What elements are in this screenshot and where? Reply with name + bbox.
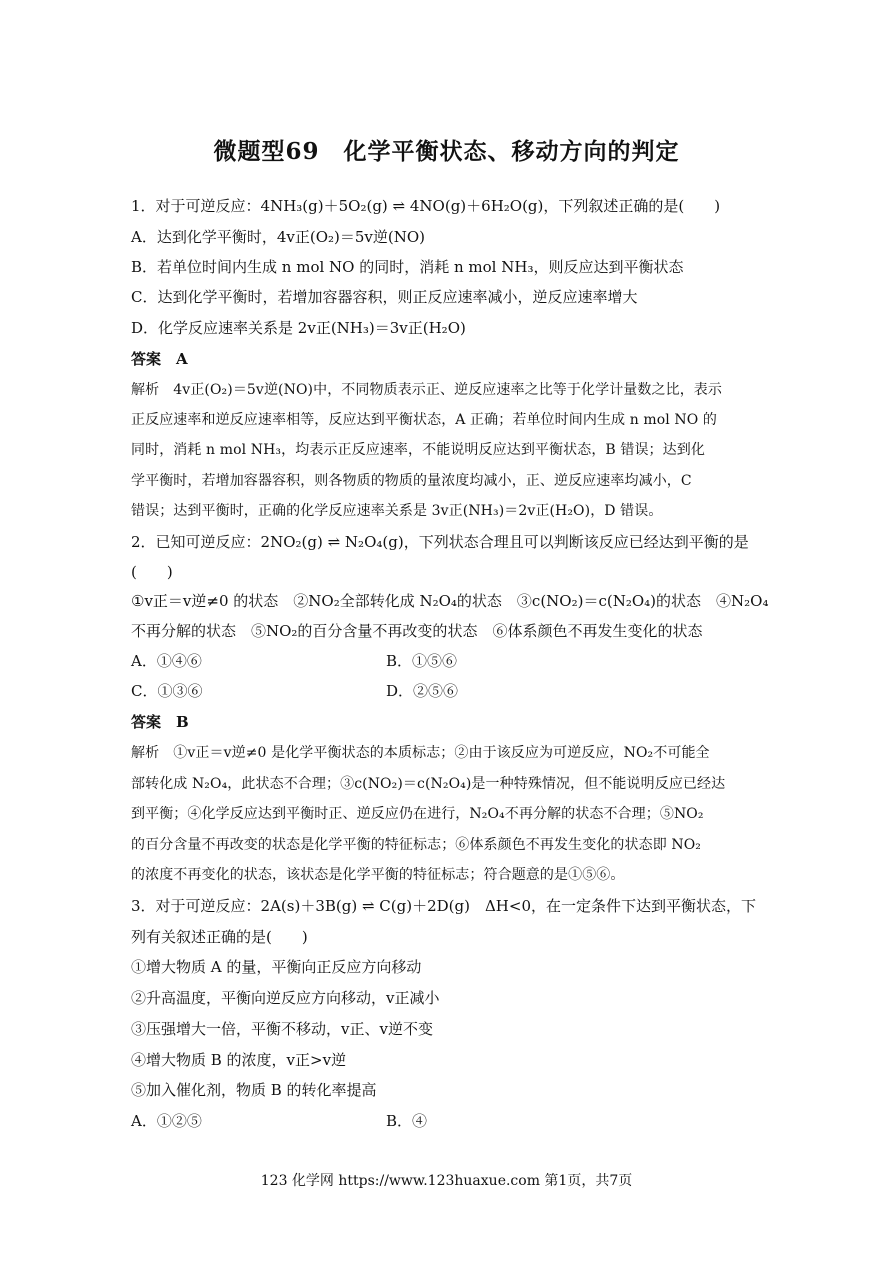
q2-analysis-line: 的浓度不再变化的状态，该状态是化学平衡的特征标志；符合题意的是①⑤⑥。 xyxy=(131,867,625,883)
q1-option-a: A．达到化学平衡时，4v正(O₂)＝5v逆(NO) xyxy=(131,228,426,246)
q1-option-c: C．达到化学平衡时，若增加容器容积，则正反应速率减小，逆反应速率增大 xyxy=(131,288,638,306)
q1-analysis-line: 正反应速率和逆反应速率相等，反应达到平衡状态，A 正确；若单位时间内生成 n mol NO 的 xyxy=(131,412,717,428)
q2-analysis-line: 部转化成 N₂O₄，此状态不合理；③c(NO₂)＝c(N₂O₄)是一种特殊情况，但不能说明反应已经达 xyxy=(131,776,726,792)
q2-option-a: A．①④⑥ xyxy=(131,652,202,670)
q2-statements: 不再分解的状态 ⑤NO₂的百分含量不再改变的状态 ⑥体系颜色不再发生变化的状态 xyxy=(131,622,703,640)
q1-option-b: B．若单位时间内生成 n mol NO 的同时，消耗 n mol NH₃，则反应达到平衡状态 xyxy=(131,258,684,276)
q2-answer: 答案 B xyxy=(131,713,189,731)
q2-option-d: D．②⑤⑥ xyxy=(386,682,459,700)
q1-stem: 1．对于可逆反应：4NH₃(g)＋5O₂(g) ⇌ 4NO(g)＋6H₂O(g)，下列叙述正确的是( ) xyxy=(131,197,721,215)
q2-option-c: C．①③⑥ xyxy=(131,682,203,700)
q1-analysis-line: 同时，消耗 n mol NH₃，均表示正反应速率，不能说明反应达到平衡状态，B 错误；达到化 xyxy=(131,442,705,458)
q2-analysis-line: 到平衡；④化学反应达到平衡时正、逆反应仍在进行，N₂O₄不再分解的状态不合理；⑤NO₂ xyxy=(131,806,704,822)
page-title: 微题型69 化学平衡状态、移动方向的判定 xyxy=(213,138,680,165)
q3-option-a: A．①②⑤ xyxy=(131,1112,202,1130)
q3-option-b: B．④ xyxy=(386,1112,428,1130)
q3-statement: ①增大物质 A 的量，平衡向正反应方向移动 xyxy=(131,958,422,976)
q1-analysis-line: 错误；达到平衡时，正确的化学反应速率关系是 3v正(NH₃)＝2v正(H₂O)，D 错误。 xyxy=(131,503,663,519)
q2-option-b: B．①⑤⑥ xyxy=(386,652,458,670)
q3-statement: ④增大物质 B 的浓度，v正>v逆 xyxy=(131,1051,347,1069)
q2-stem: 2．已知可逆反应：2NO₂(g) ⇌ N₂O₄(g)，下列状态合理且可以判断该反应已经达到平衡的是 xyxy=(131,533,749,551)
q2-stem-bracket: ( ) xyxy=(131,563,173,581)
page-footer: 123 化学网 https://www.123huaxue.com 第1页，共7页 xyxy=(260,1173,633,1189)
q3-stem: 3．对于可逆反应：2A(s)＋3B(g) ⇌ C(g)＋2D(g) ΔH<0，在一定条件下达到平衡状态，下 xyxy=(131,897,756,915)
q2-analysis-line: 解析 ①v正＝v逆≠0 是化学平衡状态的本质标志；②由于该反应为可逆反应，NO₂不可能全 xyxy=(131,745,710,761)
q2-analysis-line: 的百分含量不再改变的状态是化学平衡的特征标志；⑥体系颜色不再发生变化的状态即 NO₂ xyxy=(131,837,701,853)
q2-statements: ①v正＝v逆≠0 的状态 ②NO₂全部转化成 N₂O₄的状态 ③c(NO₂)＝c(N₂O₄)的状态 ④N₂O₄ xyxy=(131,592,769,610)
q3-statement: ⑤加入催化剂，物质 B 的转化率提高 xyxy=(131,1081,377,1099)
q3-statement: ③压强增大一倍，平衡不移动，v正、v逆不变 xyxy=(131,1020,433,1038)
q3-statement: ②升高温度，平衡向逆反应方向移动，v正减小 xyxy=(131,989,440,1007)
q2-options-row xyxy=(131,652,771,670)
q1-analysis-line: 学平衡时，若增加容器容积，则各物质的物质的量浓度均减小，正、逆反应速率均减小，C xyxy=(131,473,692,489)
q1-option-d: D．化学反应速率关系是 2v正(NH₃)＝3v正(H₂O) xyxy=(131,319,466,337)
q1-analysis-line: 解析 4v正(O₂)＝5v逆(NO)中，不同物质表示正、逆反应速率之比等于化学计量数之比，表示 xyxy=(131,382,722,398)
q3-stem: 列有关叙述正确的是( ) xyxy=(131,928,308,946)
q2-options-row xyxy=(131,682,771,700)
q3-options-row xyxy=(131,1112,771,1130)
q1-answer: 答案 A xyxy=(131,350,188,368)
